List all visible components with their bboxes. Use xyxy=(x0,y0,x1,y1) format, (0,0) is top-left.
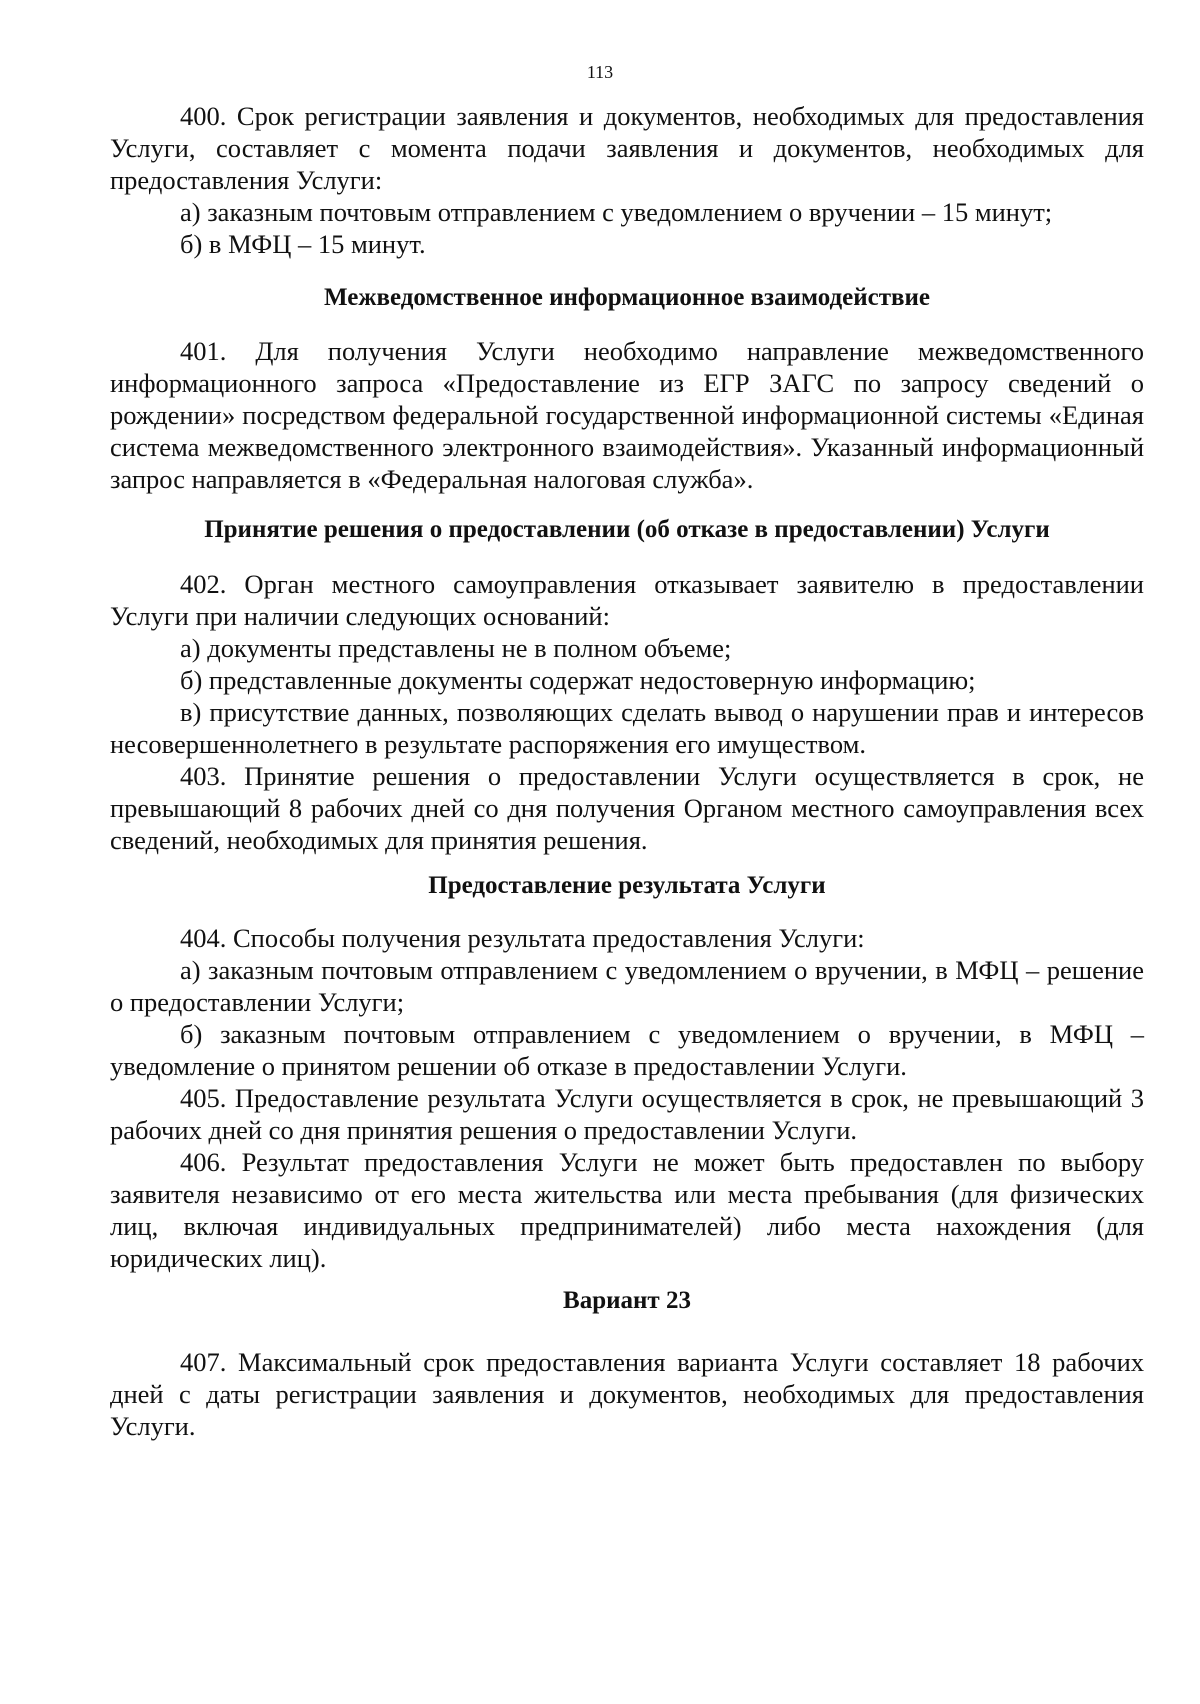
paragraph-407: 407. Максимальный срок предоставления варианта Услуги составляет 18 рабочих дней с даты регистрации заявления и документов, необходимых для предоставления Услуги. xyxy=(110,1347,1144,1441)
heading-result: Предоставление результата Услуги xyxy=(428,872,826,899)
paragraph-403: 403. Принятие решения о предоставлении Услуги осуществляется в срок, не превышающий 8 рабочих дней со дня получения Органом местного самоуправления всех сведений, необходимых для принятия решения. xyxy=(110,761,1144,855)
paragraph-402-a: а) документы представлены не в полном объеме; xyxy=(180,633,732,663)
paragraph-406: 406. Результат предоставления Услуги не может быть предоставлен по выбору заявителя независимо от его места жительства или места пребывания (для физических лиц, включая индивидуальных предпринимателей) либо места нахождения (для юридических лиц). xyxy=(110,1147,1144,1273)
section-400 xyxy=(110,100,1144,260)
heading-variant-23: Вариант 23 xyxy=(563,1287,691,1314)
paragraph-404: 404. Способы получения результата предоставления Услуги: xyxy=(180,923,865,953)
paragraph-402-b: б) представленные документы содержат недостоверную информацию; xyxy=(180,665,976,695)
paragraph-405: 405. Предоставление результата Услуги осуществляется в срок, не превышающий 3 рабочих дней со дня принятия решения о предоставлении Услуги. xyxy=(110,1083,1144,1145)
paragraph-402-c: в) присутствие данных, позволяющих сделать вывод о нарушении прав и интересов несовершеннолетнего в результате распоряжения его имуществом. xyxy=(110,697,1144,759)
paragraph-401: 401. Для получения Услуги необходимо направление межведомственного информационного запроса «Предоставление из ЕГР ЗАГС по запросу сведений о рождении» посредством федеральной государственной информационной системы «Единая система межведомственного электронного взаимодействия». Указанный информационный запрос направляется в «Федеральная налоговая служба». xyxy=(110,336,1144,494)
paragraph-400: 400. Срок регистрации заявления и документов, необходимых для предоставления Услуги, составляет с момента подачи заявления и документов, необходимых для предоставления Услуги: xyxy=(110,101,1144,195)
paragraph-404-b: б) заказным почтовым отправлением с уведомлением о вручении, в МФЦ – уведомление о принятом решении об отказе в предоставлении Услуги. xyxy=(110,1019,1144,1081)
paragraph-402: 402. Орган местного самоуправления отказывает заявителю в предоставлении Услуги при наличии следующих оснований: xyxy=(110,569,1144,631)
paragraph-400-a: а) заказным почтовым отправлением с уведомлением о вручении – 15 минут; xyxy=(180,197,1053,227)
section-407 xyxy=(110,1346,1144,1442)
paragraph-400-b: б) в МФЦ – 15 минут. xyxy=(180,229,426,259)
paragraph-404-a: а) заказным почтовым отправлением с уведомлением о вручении, в МФЦ – решение о предоставлении Услуги; xyxy=(110,955,1144,1017)
section-404-406 xyxy=(110,922,1144,1274)
section-401 xyxy=(110,335,1144,495)
section-402-403 xyxy=(110,568,1144,856)
heading-interagency: Межведомственное информационное взаимодействие xyxy=(324,284,930,311)
page-number: 113 xyxy=(586,62,614,82)
heading-decision: Принятие решения о предоставлении (об отказе в предоставлении) Услуги xyxy=(204,516,1050,543)
